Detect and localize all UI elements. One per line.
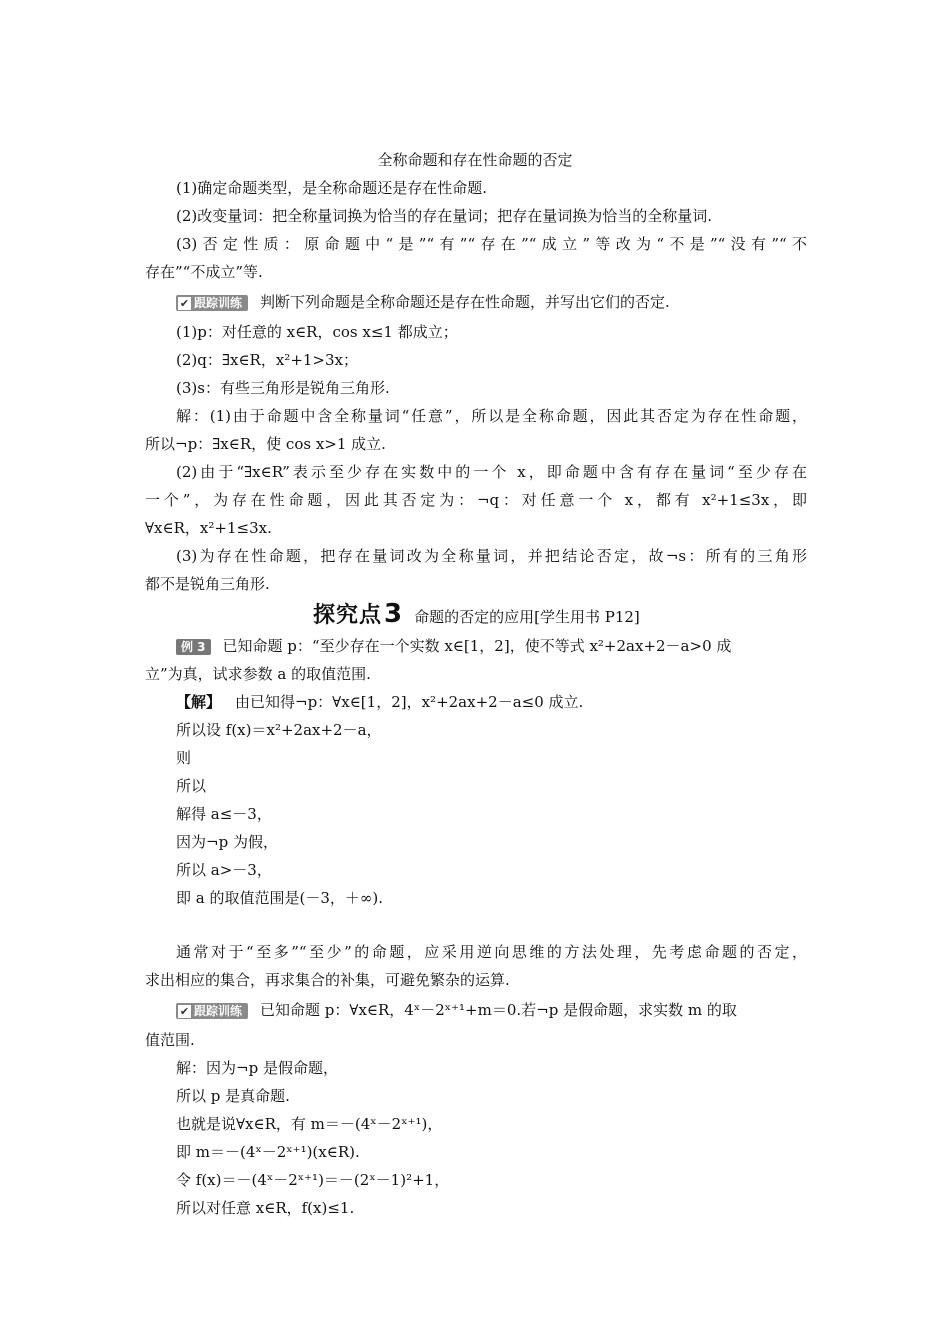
solution-line (176, 692, 583, 712)
paragraph-line: (2)q：∃x∈R，x²+1>3x； (176, 351, 358, 369)
solution-label: 【解】 (176, 693, 222, 711)
section-title: 探究点 (313, 603, 383, 628)
paragraph-line: 则 (176, 749, 192, 767)
check-icon: ✔ (179, 296, 190, 310)
paragraph-line: 所以对任意 x∈R，f(x)≤1. (176, 1199, 355, 1217)
paragraph-line: 所以 a>－3， (176, 861, 272, 879)
solution-text: 由已知得¬p：∀x∈[1，2]，x²+2ax+2－a≤0 成立. (235, 693, 584, 711)
section-heading: 全称命题和存在性命题的否定 (377, 151, 573, 169)
paragraph-line: 令 f(x)＝－(4ˣ－2ˣ⁺¹)＝－(2ˣ－1)²+1， (176, 1171, 450, 1189)
paragraph-line: (3)s：有些三角形是锐角三角形. (176, 379, 390, 397)
paragraph-line: (3)为存在性命题，把存在量词改为全称量词，并把结论否定，故¬s：所有的三角形 (176, 547, 807, 565)
paragraph-line: 值范围. (145, 1031, 195, 1049)
paragraph-line: 所以 p 是真命题. (176, 1087, 290, 1105)
paragraph-line: 即 m＝－(4ˣ－2ˣ⁺¹)(x∈R). (176, 1143, 360, 1161)
paragraph-line: (2)由于“∃x∈R”表示至少存在实数中的一个 x，即命题中含有存在量词“至少存在 (176, 463, 807, 481)
paragraph-line: ∀x∈R，x²+1≤3x. (145, 519, 272, 537)
paragraph-line: 求出相应的集合，再求集合的补集，可避免繁杂的运算. (145, 971, 510, 989)
example-text: 已知命题 p：“至少存在一个实数 x∈[1，2]，使不等式 x²+2ax+2－a>0 成 (222, 637, 732, 655)
paragraph-line: 解：(1)由于命题中含全称量词“任意”，所以是全称命题，因此其否定为存在性命题， (176, 407, 807, 425)
track-training-badge: ✔ 跟踪训练 (176, 1003, 248, 1019)
paragraph-line: 所以设 f(x)＝x²+2ax+2－a， (176, 721, 382, 739)
exercise-intro (176, 1000, 737, 1020)
paragraph-line: 所以 (176, 777, 207, 795)
paragraph-line: (1)确定命题类型，是全称命题还是存在性命题. (176, 179, 488, 197)
paragraph-line: 所以¬p：∃x∈R，使 cos x>1 成立. (145, 435, 386, 453)
paragraph-line: (1)p：对任意的 x∈R，cos x≤1 都成立； (176, 323, 458, 341)
paragraph-line: 立”为真，试求参数 a 的取值范围. (145, 665, 371, 683)
paragraph-line: 解得 a≤－3， (176, 805, 272, 823)
section-header (313, 598, 640, 629)
paragraph-line: 解：因为¬p 是假命题， (176, 1059, 338, 1077)
paragraph-line: 即 a 的取值范围是(－3，＋∞). (176, 889, 383, 907)
exercise-text: 已知命题 p：∀x∈R，4ˣ－2ˣ⁺¹+m＝0.若¬p 是假命题，求实数 m 的取 (260, 1001, 737, 1019)
section-number: 3 (384, 599, 403, 629)
paragraph-line: 都不是锐角三角形. (145, 575, 270, 593)
paragraph-line: (3)否定性质：原命题中“是”“有”“存在”“成立”等改为“不是”“没有”“不 (176, 235, 807, 253)
example-badge: 例 3 (176, 639, 211, 655)
example-intro (176, 636, 731, 656)
paragraph-line: 因为¬p 为假， (176, 833, 278, 851)
exercise-intro (176, 292, 670, 312)
check-icon: ✔ (179, 1004, 190, 1018)
paragraph-line: 通常对于“至多”“至少”的命题，应采用逆向思维的方法处理，先考虑命题的否定， (176, 943, 807, 961)
paragraph-line: 一个”，为存在性命题，因此其否定为：¬q：对任意一个 x，都有 x²+1≤3x，即 (145, 491, 807, 509)
paragraph-line: 存在”“不成立”等. (145, 263, 263, 281)
section-subtitle: 命题的否定的应用[学生用书 P12] (414, 608, 640, 626)
paragraph-line: 也就是说∀x∈R，有 m＝－(4ˣ－2ˣ⁺¹)， (176, 1115, 443, 1133)
track-training-badge: ✔ 跟踪训练 (176, 295, 248, 311)
exercise-text: 判断下列命题是全称命题还是存在性命题，并写出它们的否定. (260, 293, 670, 311)
paragraph-line: (2)改变量词：把全称量词换为恰当的存在量词；把存在量词换为恰当的全称量词. (176, 207, 713, 225)
